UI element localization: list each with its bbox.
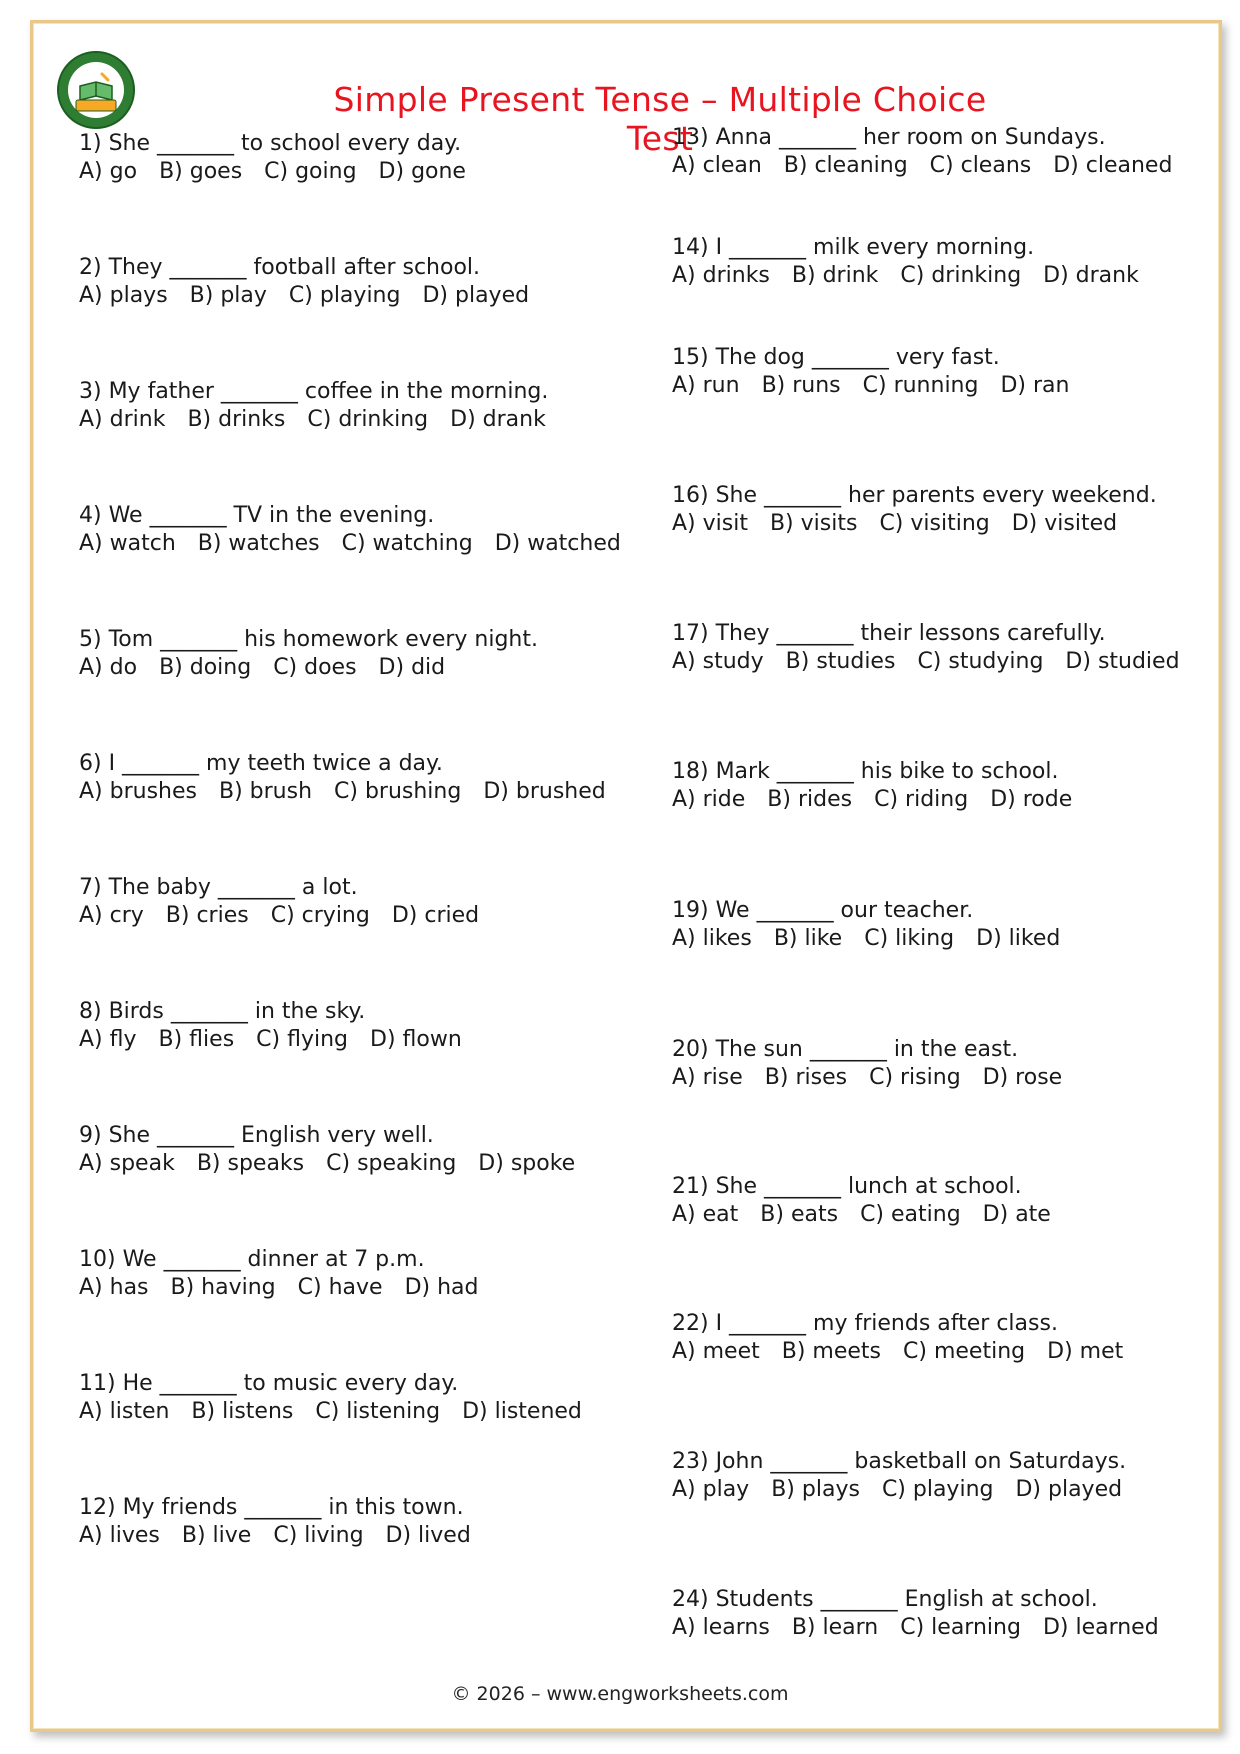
answer-options xyxy=(79,1522,493,1550)
answer-option: D) liked xyxy=(976,926,1061,951)
question-stem: 11) He _______ to music every day. xyxy=(79,1371,459,1396)
answer-option: D) ate xyxy=(982,1202,1051,1227)
answer-option: C) listening xyxy=(315,1399,441,1424)
question-stem: 14) I _______ milk every morning. xyxy=(672,235,1035,260)
question-stem: 23) John _______ basketball on Saturdays. xyxy=(672,1449,1127,1474)
answer-option: B) visits xyxy=(769,511,858,536)
question-stem: 2) They _______ football after school. xyxy=(79,255,481,280)
answer-option: C) riding xyxy=(874,787,969,812)
answer-option: C) drinking xyxy=(307,407,429,432)
answer-option: B) learn xyxy=(791,1615,879,1640)
answer-option: B) drink xyxy=(791,263,879,288)
answer-option: D) lived xyxy=(385,1523,471,1548)
answer-option: C) studying xyxy=(917,649,1044,674)
answer-options xyxy=(672,648,1202,676)
answer-options xyxy=(672,1338,1145,1366)
question-item xyxy=(79,874,501,930)
question-item xyxy=(672,482,1157,538)
question-stem: 6) I _______ my teeth twice a day. xyxy=(79,751,443,776)
copyright-footer: © 2026 – www.engworksheets.com xyxy=(451,1683,789,1705)
answer-options xyxy=(672,510,1157,538)
question-stem: 12) My friends _______ in this town. xyxy=(79,1495,464,1520)
answer-option: D) rose xyxy=(982,1065,1063,1090)
question-item xyxy=(672,124,1194,180)
answer-option: D) played xyxy=(422,283,530,308)
answer-option: D) watched xyxy=(494,531,621,556)
question-item xyxy=(79,750,628,806)
answer-option: C) have xyxy=(297,1275,383,1300)
question-stem: 5) Tom _______ his homework every night. xyxy=(79,627,538,652)
answer-option: C) rising xyxy=(869,1065,961,1090)
answer-option: B) live xyxy=(181,1523,252,1548)
answer-option: D) rode xyxy=(990,787,1073,812)
answer-option: D) flown xyxy=(370,1027,462,1052)
answer-option: A) visit xyxy=(672,511,748,536)
question-stem: 9) She _______ English very well. xyxy=(79,1123,434,1148)
answer-option: C) watching xyxy=(341,531,473,556)
answer-options xyxy=(79,654,538,682)
answer-option: C) brushing xyxy=(334,779,462,804)
answer-option: B) watches xyxy=(197,531,320,556)
answer-option: B) rises xyxy=(764,1065,848,1090)
answer-option: A) run xyxy=(672,373,740,398)
engworksheets-logo xyxy=(56,50,136,130)
answer-options xyxy=(79,902,501,930)
question-stem: 18) Mark _______ his bike to school. xyxy=(672,759,1059,784)
answer-option: D) brushed xyxy=(483,779,606,804)
answer-option: B) play xyxy=(189,283,267,308)
answer-option: B) meets xyxy=(781,1339,882,1364)
answer-option: B) speaks xyxy=(196,1151,305,1176)
answer-option: A) has xyxy=(79,1275,149,1300)
answer-option: A) go xyxy=(79,159,138,184)
question-item xyxy=(672,897,1082,953)
answer-option: C) does xyxy=(273,655,357,680)
answer-option: A) learns xyxy=(672,1615,770,1640)
answer-option: C) playing xyxy=(288,283,401,308)
answer-option: D) visited xyxy=(1011,511,1118,536)
answer-option: B) cries xyxy=(165,903,249,928)
question-item xyxy=(79,130,488,186)
answer-options xyxy=(79,158,488,186)
answer-option: B) doing xyxy=(159,655,252,680)
answer-option: C) eating xyxy=(860,1202,961,1227)
answer-option: B) runs xyxy=(761,373,841,398)
question-stem: 10) We _______ dinner at 7 p.m. xyxy=(79,1247,425,1272)
answer-option: C) cleans xyxy=(929,153,1032,178)
answer-options xyxy=(79,530,643,558)
answer-option: B) studies xyxy=(785,649,896,674)
answer-option: A) plays xyxy=(79,283,168,308)
answer-option: A) play xyxy=(672,1477,750,1502)
answer-option: D) cried xyxy=(391,903,480,928)
answer-options xyxy=(672,152,1194,180)
answer-options xyxy=(672,925,1082,953)
question-item xyxy=(79,1494,493,1550)
question-item xyxy=(79,378,568,434)
answer-option: C) going xyxy=(264,159,357,184)
answer-option: B) like xyxy=(773,926,843,951)
answer-options xyxy=(672,372,1091,400)
answer-option: A) study xyxy=(672,649,764,674)
answer-option: D) played xyxy=(1015,1477,1123,1502)
answer-option: D) listened xyxy=(462,1399,582,1424)
question-stem: 4) We _______ TV in the evening. xyxy=(79,503,435,528)
answer-option: B) eats xyxy=(760,1202,839,1227)
answer-option: D) ran xyxy=(1000,373,1070,398)
answer-option: A) cry xyxy=(79,903,144,928)
question-item xyxy=(79,1246,500,1302)
answer-option: B) goes xyxy=(159,159,243,184)
answer-options xyxy=(79,1398,604,1426)
question-item xyxy=(79,998,484,1054)
answer-options xyxy=(79,1150,597,1178)
answer-options xyxy=(79,1026,484,1054)
question-stem: 8) Birds _______ in the sky. xyxy=(79,999,366,1024)
question-item xyxy=(672,344,1091,400)
answer-option: A) likes xyxy=(672,926,752,951)
answer-option: D) learned xyxy=(1042,1615,1159,1640)
question-item xyxy=(672,1173,1073,1229)
question-stem: 3) My father _______ coffee in the morning. xyxy=(79,379,549,404)
question-item xyxy=(79,502,643,558)
answer-option: A) brushes xyxy=(79,779,197,804)
answer-option: A) listen xyxy=(79,1399,170,1424)
answer-option: C) playing xyxy=(881,1477,994,1502)
answer-option: D) did xyxy=(378,655,446,680)
answer-option: D) spoke xyxy=(478,1151,576,1176)
answer-option: A) rise xyxy=(672,1065,743,1090)
question-stem: 13) Anna _______ her room on Sundays. xyxy=(672,125,1106,150)
answer-option: A) speak xyxy=(79,1151,175,1176)
answer-option: A) meet xyxy=(672,1339,760,1364)
question-stem: 7) The baby _______ a lot. xyxy=(79,875,358,900)
answer-option: D) had xyxy=(404,1275,479,1300)
answer-option: C) living xyxy=(273,1523,364,1548)
answer-option: A) fly xyxy=(79,1027,137,1052)
answer-option: C) speaking xyxy=(326,1151,457,1176)
answer-option: A) do xyxy=(79,655,138,680)
answer-option: A) ride xyxy=(672,787,746,812)
question-item xyxy=(79,254,551,310)
question-stem: 1) She _______ to school every day. xyxy=(79,131,462,156)
question-item xyxy=(672,234,1161,290)
question-stem: 22) I _______ my friends after class. xyxy=(672,1311,1058,1336)
question-item xyxy=(79,626,538,682)
answer-options xyxy=(672,1201,1073,1229)
question-stem: 16) She _______ her parents every weekend. xyxy=(672,483,1157,508)
answer-options xyxy=(79,778,628,806)
answer-option: A) eat xyxy=(672,1202,739,1227)
question-item xyxy=(672,620,1202,676)
answer-option: B) brush xyxy=(218,779,313,804)
answer-option: C) liking xyxy=(864,926,955,951)
question-item xyxy=(672,1310,1145,1366)
question-item xyxy=(672,1036,1084,1092)
answer-option: C) meeting xyxy=(903,1339,1026,1364)
question-item xyxy=(79,1370,604,1426)
answer-options xyxy=(79,406,568,434)
answer-options xyxy=(672,1476,1144,1504)
question-stem: 20) The sun _______ in the east. xyxy=(672,1037,1019,1062)
question-item xyxy=(672,758,1094,814)
question-stem: 17) They _______ their lessons carefully. xyxy=(672,621,1106,646)
answer-option: B) listens xyxy=(191,1399,294,1424)
answer-option: D) drank xyxy=(1043,263,1139,288)
question-stem: 21) She _______ lunch at school. xyxy=(672,1174,1022,1199)
answer-option: C) drinking xyxy=(900,263,1022,288)
answer-option: C) running xyxy=(862,373,979,398)
worksheet-title: Simple Present Tense – Multiple Choice Test xyxy=(333,80,987,158)
answer-option: B) having xyxy=(170,1275,276,1300)
answer-options xyxy=(79,282,551,310)
answer-option: A) clean xyxy=(672,153,762,178)
answer-option: D) drank xyxy=(450,407,546,432)
question-stem: 15) The dog _______ very fast. xyxy=(672,345,1000,370)
question-item xyxy=(672,1448,1144,1504)
answer-option: B) flies xyxy=(158,1027,235,1052)
answer-option: B) drinks xyxy=(187,407,286,432)
answer-option: D) gone xyxy=(378,159,466,184)
answer-options xyxy=(672,262,1161,290)
answer-option: D) met xyxy=(1047,1339,1124,1364)
question-item xyxy=(79,1122,597,1178)
answer-option: A) lives xyxy=(79,1523,160,1548)
answer-option: D) studied xyxy=(1065,649,1180,674)
answer-option: D) cleaned xyxy=(1053,153,1173,178)
answer-option: B) rides xyxy=(767,787,853,812)
question-item xyxy=(672,1586,1181,1642)
answer-options xyxy=(672,1064,1084,1092)
answer-option: A) drink xyxy=(79,407,166,432)
answer-option: C) visiting xyxy=(879,511,990,536)
question-stem: 24) Students _______ English at school. xyxy=(672,1587,1098,1612)
answer-options xyxy=(79,1274,500,1302)
answer-option: C) learning xyxy=(900,1615,1021,1640)
answer-options xyxy=(672,1614,1181,1642)
answer-option: B) plays xyxy=(771,1477,860,1502)
answer-option: B) cleaning xyxy=(783,153,908,178)
answer-option: C) crying xyxy=(270,903,370,928)
answer-option: C) flying xyxy=(256,1027,348,1052)
answer-option: A) watch xyxy=(79,531,176,556)
answer-option: A) drinks xyxy=(672,263,770,288)
answer-options xyxy=(672,786,1094,814)
question-stem: 19) We _______ our teacher. xyxy=(672,898,974,923)
